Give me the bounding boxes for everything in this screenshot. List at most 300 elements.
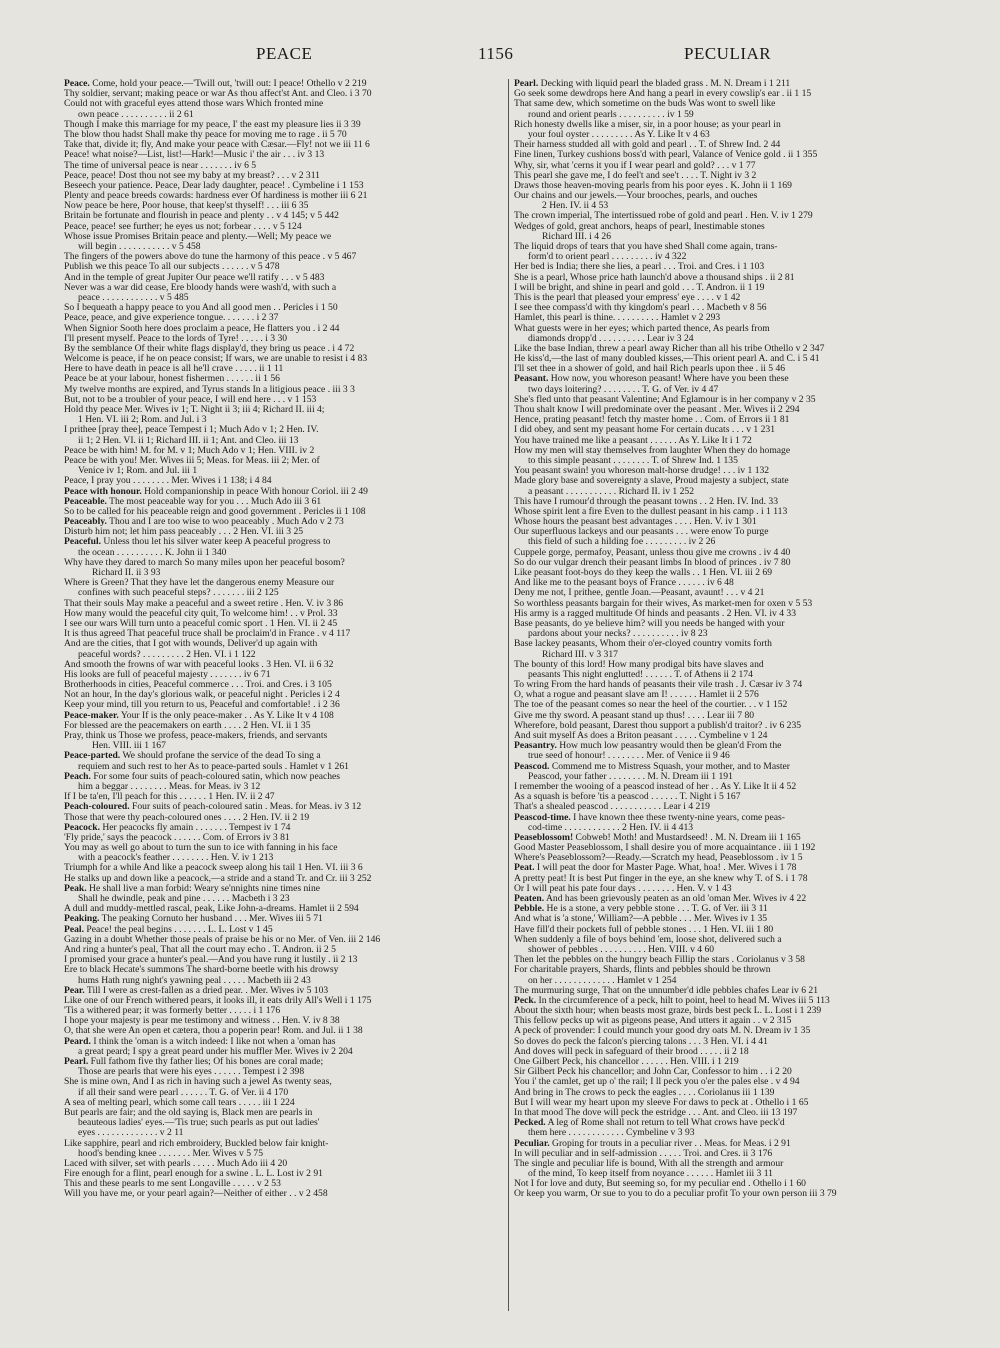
entry-headword-line [64, 914, 506, 924]
entry-line [64, 262, 506, 272]
entry-line [64, 1077, 506, 1087]
entry-line [64, 1189, 506, 1199]
entry-line [64, 507, 506, 517]
entry-text: Like one of our French withered pears, it looks ill, it eats drily All's Well i 1 175 [64, 995, 372, 1006]
entry-text: The crown imperial, The intertissued robe of gold and pearl . Hen. V. iv 1 279 [514, 211, 813, 222]
entry-text: hums Hath rung night's yawning peal . . . . . Macbeth iii 2 43 [78, 975, 311, 986]
entry-text: She is a pearl, Whose price hath launch'd above a thousand ships . ii 2 81 [514, 272, 795, 283]
entry-line [64, 293, 506, 303]
entry-text: The single and peculiar life is bound, With all the strength and armour [514, 1158, 784, 1169]
entry-headword-line [514, 813, 956, 823]
entry-line [64, 762, 506, 772]
entry-text: Pray, think us Those we profess, peace-makers, friends, and servants [64, 731, 328, 741]
entry-text: The most peaceable way for you . . . Much Ado iii 3 61 [106, 496, 322, 507]
entry-line [514, 914, 956, 924]
entry-line [64, 639, 506, 649]
entry-text: I think the 'oman is a witch indeed: I like not when a 'oman has [90, 1036, 336, 1047]
entry-line [64, 863, 506, 873]
entry-line [64, 446, 506, 456]
entry-text: Why, sir, what 'cerns it you if I wear pearl and gold? . . . v 1 77 [514, 160, 756, 171]
headword: Peaceful. [64, 537, 102, 548]
entry-text: Fine linen, Turkey cushions boss'd with pearl, Valance of Venice gold . ii 1 355 [514, 150, 818, 161]
entry-text: And smooth the frowns of war with peaceful looks . 3 Hen. VI. ii 6 32 [64, 659, 334, 670]
entry-line [514, 670, 956, 680]
entry-line [64, 548, 506, 558]
entry-text: Never was a war did cease, Ere bloody hands were wash'd, with such a [64, 282, 337, 293]
entry-text: Welcome is peace, if he on peace consist; If wars, we are unable to resist i 4 83 [64, 354, 368, 365]
entry-line [64, 955, 506, 965]
entry-line [64, 578, 506, 588]
entry-text: What guests were in her eyes; which parted thence, As pearls from [514, 323, 770, 334]
entry-line [64, 1016, 506, 1026]
entry-text: Then let the pebbles on the hungry beach Fillip the stars . Coriolanus v 3 58 [514, 955, 805, 966]
entry-line [514, 588, 956, 598]
entry-text: confines with such peaceful steps? . . . . . . . iii 2 125 [78, 588, 279, 599]
entry-headword-line [64, 497, 506, 507]
entry-text: form'd to orient pearl . . . . . . . . . iv 4 322 [528, 252, 687, 263]
entry-text: Hen. VIII. iii 1 167 [92, 741, 166, 752]
entry-line [514, 731, 956, 741]
entry-text: to this simple peasant . . . . . . . . T. of Shrew Ind. 1 135 [528, 455, 738, 466]
entry-line [514, 568, 956, 578]
headword: Peascod. [514, 761, 550, 772]
entry-text: For charitable prayers, Shards, flints and pebbles should be thrown [514, 965, 771, 976]
entry-line [514, 385, 956, 395]
entry-line [514, 517, 956, 527]
entry-line [64, 904, 506, 914]
entry-text: Peace, peace! see further; he eyes us not; forbear . . . . v 5 124 [64, 221, 302, 232]
entry-text: We should profane the service of the dead To sing a [120, 751, 321, 762]
entry-text: on her . . . . . . . . . . . . . Hamlet v 1 254 [528, 975, 677, 986]
entry-text: 1 Hen. VI. iii 2; Rom. and Jul. i 3 [78, 415, 207, 426]
entry-line [64, 99, 506, 109]
entry-line [514, 680, 956, 690]
entry-line [514, 711, 956, 721]
entry-line [64, 242, 506, 252]
entry-text: Groping for trouts in a peculiar river . . Meas. for Meas. i 2 91 [549, 1138, 791, 1149]
entry-line [64, 466, 506, 476]
entry-line [514, 334, 956, 344]
entry-text: Will you have me, or your pearl again?—Neither of either . . v 2 458 [64, 1189, 328, 1200]
entry-line [514, 120, 956, 130]
entry-text: Venice iv 1; Rom. and Jul. iii 1 [78, 466, 198, 477]
column-divider [508, 79, 509, 1311]
entry-line [514, 599, 956, 609]
entry-line [64, 731, 506, 741]
entry-line [64, 721, 506, 731]
entry-line [514, 232, 956, 242]
entry-text: One Gilbert Peck, his chancellor . . . . . . Hen. VIII. i 1 219 [514, 1057, 739, 1067]
entry-text: Thou and I are too wise to woo peaceably . Much Ado v 2 73 [106, 517, 344, 528]
entry-line [64, 140, 506, 150]
entry-text: true seed of honour! . . . . . . . . Mer. of Venice ii 9 46 [528, 751, 730, 762]
entry-text: In that mood The dove will peck the estridge . . . Ant. and Cleo. iii 13 197 [514, 1107, 798, 1118]
entry-line [514, 823, 956, 833]
entry-text: And suit myself As does a Briton peasant . . . . . Cymbeline v 1 24 [514, 731, 768, 741]
entry-text: with a peacock's feather . . . . . . . . Hen. V. iv 1 213 [78, 853, 274, 864]
entry-text: Peace! the peal begins . . . . . . . L. L. Lost v 1 45 [83, 924, 273, 935]
entry-text: That's a shealed peascod . . . . . . . . . . . Lear i 4 219 [514, 802, 710, 813]
entry-text: How much low peasantry would then be glean'd From the [556, 741, 782, 752]
headword: Pearl. [514, 79, 539, 89]
entry-line [64, 1026, 506, 1036]
entry-text: You have trained me like a peasant . . . . . . As Y. Like It i 1 72 [514, 435, 752, 446]
entry-text: If I be ta'en, I'll peach for this . . . . . . 1 Hen. IV. ii 2 47 [64, 792, 275, 803]
entry-line [514, 222, 956, 232]
entry-line [64, 181, 506, 191]
entry-line [64, 894, 506, 904]
entry-line [514, 415, 956, 425]
entry-line [64, 1088, 506, 1098]
entry-text: In the circumference of a peck, hilt to point, heel to head M. Wives iii 5 113 [536, 995, 830, 1006]
entry-text: The fingers of the powers above do tune the harmony of this peace . v 5 467 [64, 252, 357, 263]
entry-text: He is a stone, a very pebble stone . . . T. G. of Ver. iii 3 11 [544, 904, 768, 915]
entry-line [64, 1149, 506, 1159]
entry-line [514, 965, 956, 975]
entry-line [514, 436, 956, 446]
entry-line [514, 558, 956, 568]
entry-text: round and orient pearls . . . . . . . . . . iv 1 59 [528, 109, 694, 120]
entry-text: Plenty and peace breeds cowards: hardness ever Of hardiness is mother iii 6 21 [64, 191, 368, 202]
entry-text: I see thee compass'd with thy kingdom's pearl . . . Macbeth v 8 56 [514, 303, 767, 314]
entry-text: And like me to the peasant boys of France . . . . . . iv 6 48 [514, 578, 734, 589]
entry-headword-line [514, 894, 956, 904]
entry-text: O, what a rogue and peasant slave am I! . . . . . . Hamlet ii 2 576 [514, 690, 759, 701]
entry-line [64, 853, 506, 863]
entry-text: Peace, peace, and give experience tongue. . . . . . . i 2 37 [64, 313, 279, 324]
entry-text: And has been grievously peaten as an old 'oman Mer. Wives iv 4 22 [544, 894, 807, 904]
entry-text: a peasant . . . . . . . . . . . Richard II. iv 1 252 [528, 486, 694, 497]
entry-text: Shall he dwindle, peak and pine . . . . . . Macbeth i 3 23 [78, 894, 290, 904]
entry-line [514, 150, 956, 160]
entry-line [514, 1149, 956, 1159]
entry-text: That their souls May make a peaceful and a sweet retire . Hen. V. iv 3 86 [64, 598, 344, 609]
headword: Peak. [64, 883, 87, 894]
entry-line [514, 1088, 956, 1098]
entry-text: cod-time . . . . . . . . . . . . 2 Hen. IV. ii 4 413 [528, 822, 694, 833]
entry-text: This have I rumour'd through the peasant towns . . 2 Hen. IV. Ind. 33 [514, 496, 779, 507]
entry-text: Have fill'd their pockets full of pebble stones . . . 1 Hen. VI. iii 1 80 [514, 924, 774, 935]
entry-text: A pretty peat! It is best Put finger in the eye, an she knew why T. of S. i 1 78 [514, 873, 808, 884]
entry-text: Peace, I pray you . . . . . . . . Mer. Wives i 1 138; i 4 84 [64, 476, 272, 487]
entry-line [514, 1159, 956, 1169]
entry-line [514, 721, 956, 731]
entry-text: In will peculiar and in self-admission . . . . . Troi. and Cres. ii 3 176 [514, 1148, 773, 1159]
entry-line [64, 874, 506, 884]
entry-text: Cobweb! Moth! and Mustardseed! . M. N. Dream iii 1 165 [573, 832, 801, 843]
entry-text: Four suits of peach-coloured satin . Meas. for Meas. iv 3 12 [129, 802, 362, 813]
entry-text: Deny me not, I prithee, gentle Joan.—Peasant, avaunt! . . . v 4 21 [514, 588, 765, 599]
entry-line [64, 558, 506, 568]
entry-headword-line [64, 711, 506, 721]
entry-headword-line [64, 487, 506, 497]
entry-line [514, 293, 956, 303]
entry-text: To wring From the hard hands of peasants their vile trash . J. Cæsar iv 3 74 [514, 680, 803, 691]
entry-line [64, 415, 506, 425]
headword: Peace with honour. [64, 486, 142, 497]
entry-text: the ocean . . . . . . . . . . K. John ii 1 340 [78, 547, 227, 558]
entry-line [64, 700, 506, 710]
entry-line [514, 527, 956, 537]
entry-headword-line [64, 772, 506, 782]
entry-headword-line [64, 823, 506, 833]
entry-text: Not an hour, In the day's glorious walk, or peaceful night . Pericles i 2 4 [64, 690, 340, 701]
entry-headword-line [64, 1057, 506, 1067]
entry-text: Give me thy sword. A peasant stand up thus! . . . . Lear iii 7 80 [514, 710, 755, 721]
entry-text: Good Master Peaseblossom, I shall desire you of more acquaintance . iii 1 192 [514, 843, 816, 854]
entry-text: ii 1; 2 Hen. VI. ii 1; Richard III. ii 1; Ant. and Cleo. iii 13 [78, 435, 299, 446]
entry-text: I will peat the door for Master Page. What, hoa! . Mer. Wives i 1 78 [534, 863, 797, 874]
entry-line [64, 161, 506, 171]
headword: Peculiar. [514, 1138, 550, 1149]
entry-line [514, 211, 956, 221]
entry-text: And bring in The crows to peck the eagles . . . . Coriolanus iii 1 139 [514, 1087, 775, 1098]
entry-line [514, 660, 956, 670]
entry-text: Full fathom five thy father lies; Of his bones are coral made; [88, 1057, 324, 1067]
entry-line [64, 588, 506, 598]
entry-text: For blessed are the peacemakers on earth . . . . 2 Hen. VI. ii 1 35 [64, 720, 311, 731]
entry-text: A peck of provender: I could munch your good dry oats M. N. Dream iv 1 35 [514, 1026, 811, 1037]
entry-line [514, 507, 956, 517]
entry-line [514, 792, 956, 802]
entry-text: own peace . . . . . . . . . . ii 2 61 [78, 109, 194, 120]
entry-text: will begin . . . . . . . . . . . v 5 458 [78, 242, 201, 252]
entry-text: Like sapphire, pearl and rich embroidery, Buckled below fair knight- [64, 1138, 329, 1149]
entry-line [64, 1108, 506, 1118]
entry-text: Peascod, your father . . . . . . . . M. N. Dream iii 1 191 [528, 771, 733, 782]
entry-line [514, 945, 956, 955]
entry-text: Thou shalt know I will predominate over the peasant . Mer. Wives ii 2 294 [514, 405, 800, 415]
entry-headword-line [64, 79, 506, 89]
entry-line [514, 130, 956, 140]
entry-text: Your If is the only peace-maker . . As Y. Like It v 4 108 [118, 710, 334, 721]
entry-line [514, 1067, 956, 1077]
entry-line [514, 446, 956, 456]
entry-line [514, 1098, 956, 1108]
entry-text: Unless thou let his silver water keep A peaceful progress to [101, 537, 331, 548]
entry-line [514, 853, 956, 863]
entry-line [514, 283, 956, 293]
entry-line [514, 252, 956, 262]
entry-text: Our superfluous lackeys and our peasants . . . were enow To purge [514, 527, 769, 538]
headword: Pearl. [64, 1057, 89, 1067]
entry-line [64, 201, 506, 211]
entry-text: And what is 'a stone,' William?—A pebble . . . Mer. Wives iv 1 35 [514, 914, 768, 925]
headword: Peat. [514, 863, 535, 874]
entry-line [514, 700, 956, 710]
entry-text: Those are pearls that were his eyes . . . . . . Tempest i 2 398 [78, 1067, 305, 1078]
entry-line [514, 609, 956, 619]
entry-text: Peace be with you! Mer. Wives iii 5; Meas. for Meas. iii 2; Mer. of [64, 455, 320, 466]
entry-text: My twelve months are expired, and Tyrus stands In a litigious peace . iii 3 3 [64, 384, 355, 395]
entry-line [64, 599, 506, 609]
entry-line [64, 374, 506, 384]
entry-text: The bounty of this lord! How many prodigal bits have slaves and [514, 659, 764, 670]
entry-line [64, 110, 506, 120]
entry-text: And in the temple of great Jupiter Our peace we'll ratify . . . v 5 483 [64, 272, 325, 283]
entry-line [514, 782, 956, 792]
headword: Pecked. [514, 1118, 546, 1129]
entry-text: I hope your majesty is pear me testimony and witness . . Hen. V. iv 8 38 [64, 1016, 340, 1027]
entry-text: pardons about your necks? . . . . . . . . . . iv 8 23 [528, 629, 708, 640]
entry-text: As a squash is before 'tis a peascod . . . . . . T. Night i 5 167 [514, 792, 741, 803]
entry-text: Hence, prating peasant! fetch thy master home . . Com. of Errors ii 1 81 [514, 415, 790, 426]
entry-text: 'Fly pride,' says the peacock . . . . . . Com. of Errors iv 3 81 [64, 832, 290, 843]
entry-text: beauteous ladies' eyes.—'Tis true; such pearls as put out ladies' [78, 1118, 320, 1129]
entry-headword-line [514, 762, 956, 772]
entry-text: peaceful words? . . . . . . . . . 2 Hen. VI. i 1 122 [78, 649, 256, 660]
entry-text: Fire enough for a flint, pearl enough for a swine . L. L. Lost iv 2 91 [64, 1169, 323, 1180]
entry-text: Her peacocks fly amain . . . . . . . Tempest iv 1 74 [99, 822, 291, 833]
entry-headword-line [64, 986, 506, 996]
entry-text: You i' the camlet, get up o' the rail; I ll peck you o'er the pales else . v 4 94 [514, 1077, 800, 1088]
entry-text: His army is a ragged multitude Of hinds and peasants . 2 Hen. VI. iv 4 33 [514, 608, 796, 619]
entry-text: O, that she were An open et cætera, thou a poperin pear! Rom. and Jul. ii 1 38 [64, 1026, 363, 1037]
entry-line [514, 242, 956, 252]
entry-line [514, 395, 956, 405]
entry-text: The time of universal peace is near . . . . . . . iv 6 5 [64, 160, 257, 171]
entry-line [514, 1189, 956, 1199]
entry-line [64, 1118, 506, 1128]
entry-text: a great peard; I spy a great peard under his muffler Mer. Wives iv 2 204 [78, 1046, 353, 1057]
entry-line [514, 986, 956, 996]
entry-text: A sea of melting pearl, which some call tears . . . . . iii 1 224 [64, 1097, 295, 1108]
headword: Peascod-time. [514, 812, 571, 823]
entry-line [64, 344, 506, 354]
header-left-word: PEACE [256, 44, 313, 63]
entry-text: Sir Gilbert Peck his chancellor; and John Car, Confessor to him . . i 2 20 [514, 1067, 792, 1078]
entry-line [64, 527, 506, 537]
headword: Peach-coloured. [64, 802, 130, 813]
entry-line [514, 425, 956, 435]
entry-line [514, 191, 956, 201]
headword: Peasantry. [514, 741, 557, 752]
entry-text: This and these pearls to me sent Longaville . . . . . v 2 53 [64, 1179, 281, 1190]
entry-headword-line [514, 741, 956, 751]
entry-line [64, 120, 506, 130]
entry-line [64, 680, 506, 690]
entry-text: Thy soldier, servant; making peace or war As thou affect'st Ant. and Cleo. i 3 70 [64, 89, 372, 100]
entry-headword-line [514, 374, 956, 384]
entry-line [514, 110, 956, 120]
entry-text: I will be bright, and shine in pearl and gold . . . T. Andron. ii 1 19 [514, 282, 765, 293]
entry-line [514, 262, 956, 272]
entry-text: By the semblance Of their white flags display'd, they bring us peace . i 4 72 [64, 343, 355, 354]
entry-line [64, 476, 506, 486]
entry-line [514, 1128, 956, 1138]
entry-text: I promised your grace a hunter's peal.—And you have rung it lustily . ii 2 13 [64, 955, 358, 966]
headword: Peard. [64, 1036, 91, 1047]
entry-line [64, 283, 506, 293]
entry-text: Brotherhoods in cities, Peaceful commerce . . . Troi. and Cres. i 3 105 [64, 680, 332, 691]
entry-line [514, 1006, 956, 1016]
entry-text: Why have they dared to march So many miles upon her peaceful bosom? [64, 557, 345, 568]
entry-text: A dull and muddy-mettled rascal, peak, Like John-a-dreams. Hamlet ii 2 594 [64, 904, 359, 915]
entry-text: I remember the wooing of a peascod instead of her . . As Y. Like It ii 4 52 [514, 781, 797, 792]
entry-line [514, 497, 956, 507]
entry-text: Laced with silver, set with pearls . . . . . Much Ado iii 4 20 [64, 1158, 288, 1169]
entry-text: So worthless peasants bargain for their wives, As market-men for oxen v 5 53 [514, 598, 813, 609]
headword: Peasant. [514, 374, 549, 385]
page-number: 1156 [478, 44, 514, 63]
entry-line [64, 1067, 506, 1077]
headword: Peal. [64, 924, 84, 935]
entry-line [64, 273, 506, 283]
entry-line [514, 364, 956, 374]
entry-text: diamonds dropp'd . . . . . . . . . . Lear iv 3 24 [528, 333, 694, 344]
entry-line [514, 802, 956, 812]
entry-text: And are the cities, that I got with wounds, Deliver'd up again with [64, 639, 318, 650]
headword: Peacock. [64, 822, 100, 833]
entry-text: Commend me to Mistress Squash, your mother, and to Master [549, 761, 790, 772]
entry-line [64, 1128, 506, 1138]
entry-line [64, 1098, 506, 1108]
headword: Peace. [64, 79, 90, 89]
entry-line [64, 313, 506, 323]
headword: Peace-parted. [64, 751, 121, 762]
entry-text: He stalks up and down like a peacock,—a stride and a stand Tr. and Cr. iii 3 252 [64, 873, 372, 884]
entry-text: You may as well go about to turn the sun to ice with fanning in his face [64, 843, 338, 854]
headword: Peaten. [514, 894, 545, 904]
entry-line [514, 171, 956, 181]
entry-line [64, 996, 506, 1006]
entry-text: Rich honesty dwells like a miser, sir, in a poor house; as your pearl in [514, 119, 781, 130]
entry-line [514, 181, 956, 191]
entry-text: Ere to black Hecate's summons The shard-borne beetle with his drowsy [64, 965, 339, 976]
entry-text: You peasant swain! you whoreson malt-horse drudge! . . . iv 1 132 [514, 466, 770, 477]
entry-text: When Signior Sooth here does proclaim a peace, He flatters you . i 2 44 [64, 323, 340, 334]
entry-line [64, 324, 506, 334]
entry-text: Take that, divide it; fly, And make your peace with Cæsar.—Fly! not we iii 11 6 [64, 140, 370, 151]
entry-line [514, 466, 956, 476]
entry-text: Made glory base and sovereignty a slave, Proud majesty a subject, state [514, 476, 789, 487]
entry-text: Base lackey peasants, Whom their o'er-cloyed country vomits forth [514, 639, 772, 650]
entry-line [64, 364, 506, 374]
entry-line [64, 252, 506, 262]
headword: Peace-maker. [64, 710, 119, 721]
entry-text: hood's bending knee . . . . . . . Mer. Wives v 5 75 [78, 1148, 264, 1159]
entry-text: Peace! what noise?—List, list!—Hark!—Music i' the air . . . iv 3 13 [64, 150, 325, 161]
entry-line [514, 161, 956, 171]
entry-line [64, 150, 506, 160]
entry-line [514, 955, 956, 965]
entry-text: She's fled unto that peasant Valentine; And Eglamour is in her company v 2 35 [514, 394, 816, 405]
entry-text: Their harness studded all with gold and pearl . . T. of Shrew Ind. 2 44 [514, 140, 781, 151]
entry-text: Keep your mind, till you return to us, Peaceful and comfortable! . i 2 36 [64, 700, 340, 711]
entry-line [64, 619, 506, 629]
entry-text: Now peace be here, Poor house, that keep'st thyself! . . . iii 6 35 [64, 201, 309, 212]
entry-text: Triumph for a while And like a peacock sweep along his tail 1 Hen. VI. iii 3 6 [64, 863, 363, 874]
entry-line [64, 670, 506, 680]
entry-text: But pearls are fair; and the old saying is, Black men are pearls in [64, 1107, 313, 1118]
entry-line [64, 629, 506, 639]
entry-line [514, 690, 956, 700]
entry-headword-line [64, 802, 506, 812]
entry-line [64, 1169, 506, 1179]
entry-line [514, 99, 956, 109]
right-column [514, 79, 956, 1200]
header-right-word: PECULIAR [684, 44, 772, 63]
entry-line [64, 813, 506, 823]
entry-text: The liquid drops of tears that you have shed Shall come again, trans- [514, 242, 778, 252]
entry-text: How now, you whoreson peasant! Where have you been these [548, 374, 789, 385]
entry-line [64, 405, 506, 415]
entry-headword-line [64, 517, 506, 527]
entry-text: Come, hold your peace.—'Twill out, 'twill out: I peace! Othello v 2 219 [89, 79, 367, 89]
entry-text: Her bed is India; there she lies, a pearl . . . Troi. and Cres. i 1 103 [514, 262, 765, 273]
headword: Peaceable. [64, 496, 107, 507]
entry-text: How many would the peaceful city quit, To welcome him! . . v Prol. 33 [64, 608, 338, 619]
